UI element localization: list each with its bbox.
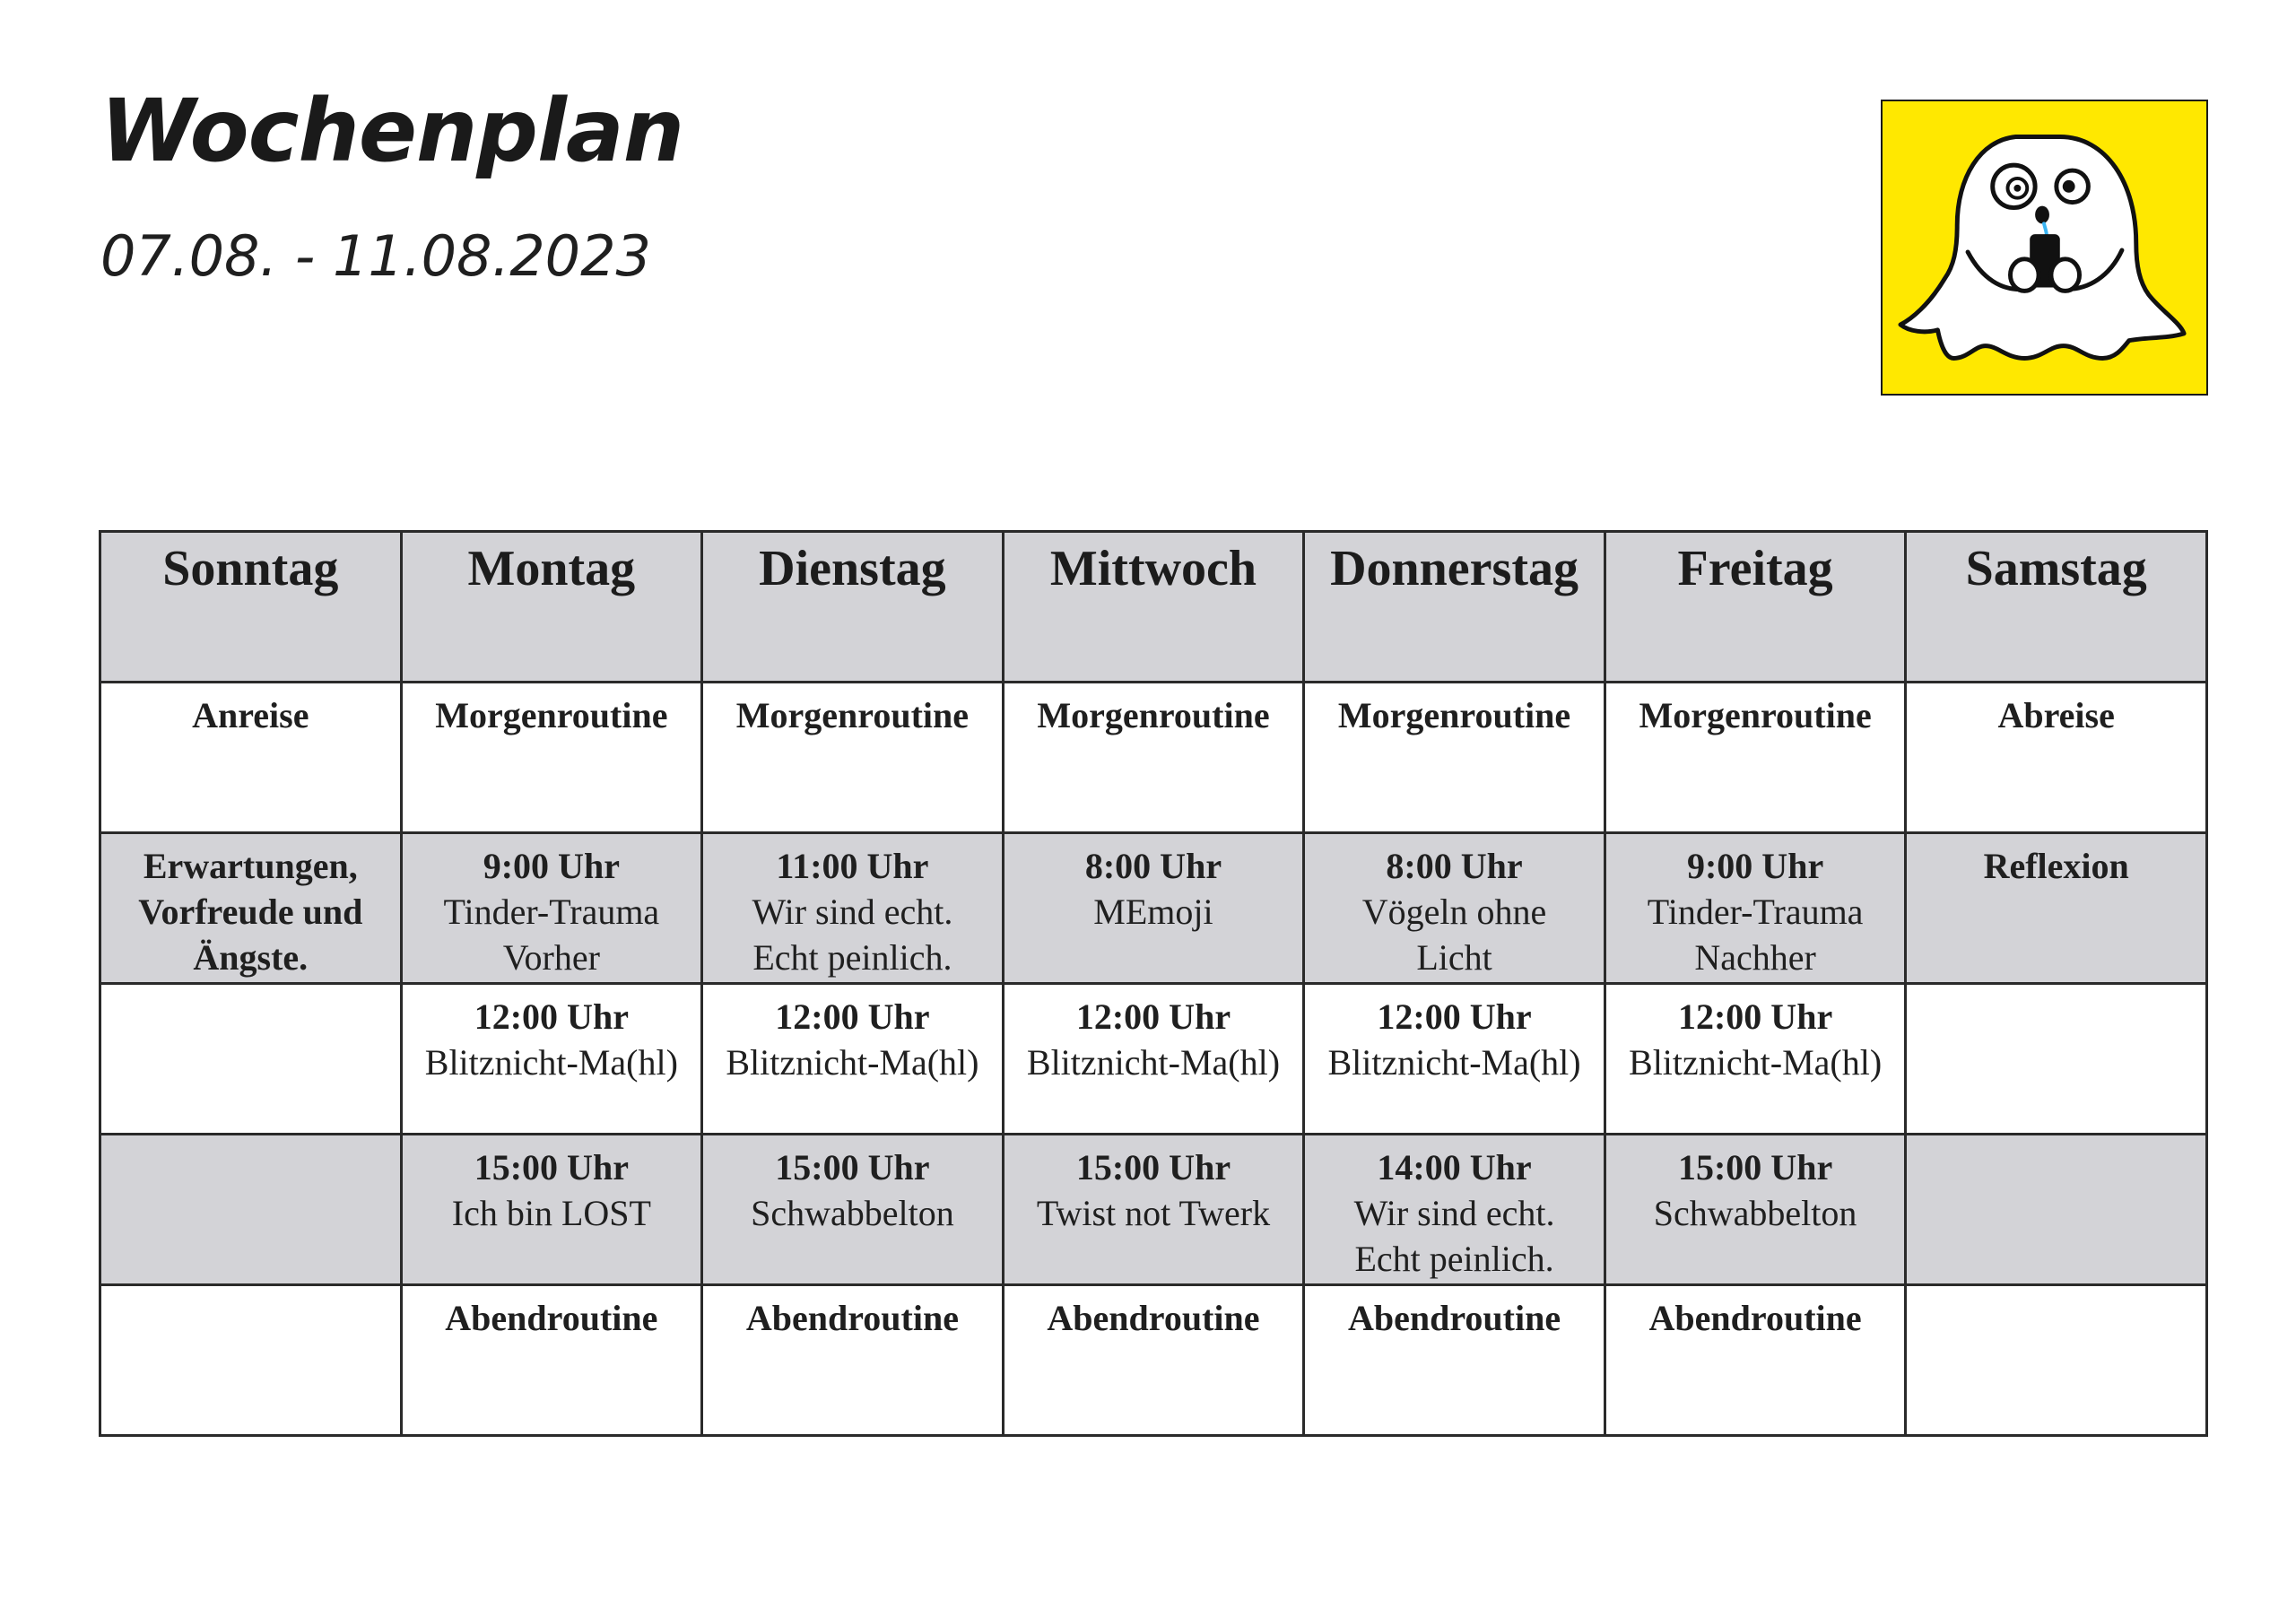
- schedule-cell: [401, 1135, 702, 1285]
- cell-activity: Blitznicht-Ma(hl): [1327, 1042, 1581, 1083]
- day-header-mittwoch: Mittwoch: [1003, 532, 1304, 683]
- ghost-with-phone-icon: [1883, 101, 2206, 394]
- cell-heading: Ängste.: [193, 937, 309, 978]
- cell-heading: 12:00 Uhr: [474, 996, 629, 1037]
- cell-activity: Wir sind echt.: [752, 892, 953, 932]
- schedule-cell: [100, 984, 402, 1135]
- schedule-cell: [1003, 984, 1304, 1135]
- schedule-cell: [1304, 1135, 1605, 1285]
- cell-heading: 12:00 Uhr: [1377, 996, 1532, 1037]
- day-header-montag: Montag: [401, 532, 702, 683]
- cell-heading: Abreise: [1997, 695, 2115, 735]
- cell-heading: 8:00 Uhr: [1084, 846, 1222, 886]
- cell-heading: Erwartungen,: [143, 846, 358, 886]
- cell-activity: Nachher: [1694, 937, 1816, 978]
- cell-activity: Schwabbelton: [751, 1193, 954, 1233]
- cell-heading: Morgenroutine: [1337, 695, 1571, 735]
- cell-heading: Vorfreude und: [138, 892, 363, 932]
- cell-activity: Echt peinlich.: [1354, 1239, 1554, 1279]
- day-header-dienstag: Dienstag: [702, 532, 1004, 683]
- cell-heading: 15:00 Uhr: [1075, 1147, 1231, 1187]
- cell-heading: 11:00 Uhr: [776, 846, 929, 886]
- schedule-cell: [702, 683, 1004, 833]
- cell-activity: Twist not Twerk: [1036, 1193, 1271, 1233]
- weekly-schedule-table: [99, 530, 2208, 1437]
- schedule-cell: [1605, 1285, 1906, 1436]
- schedule-cell: [100, 1135, 402, 1285]
- cell-activity: Wir sind echt.: [1353, 1193, 1555, 1233]
- schedule-cell: [1605, 984, 1906, 1135]
- schedule-cell: [401, 984, 702, 1135]
- schedule-cell: [702, 984, 1004, 1135]
- cell-heading: Anreise: [192, 695, 309, 735]
- day-header-freitag: Freitag: [1605, 532, 1906, 683]
- schedule-cell: [100, 683, 402, 833]
- cell-heading: 12:00 Uhr: [1075, 996, 1231, 1037]
- schedule-cell: [1605, 683, 1906, 833]
- day-header-donnerstag: Donnerstag: [1304, 532, 1605, 683]
- day-header-samstag: Samstag: [1906, 532, 2207, 683]
- schedule-cell: [401, 833, 702, 984]
- schedule-cell: [1304, 984, 1605, 1135]
- schedule-cell: [702, 1135, 1004, 1285]
- cell-heading: Morgenroutine: [735, 695, 970, 735]
- schedule-cell: [1304, 1285, 1605, 1436]
- schedule-cell: [1906, 1135, 2207, 1285]
- cell-activity: Vögeln ohne: [1361, 892, 1547, 932]
- cell-activity: Blitznicht-Ma(hl): [424, 1042, 678, 1083]
- cell-activity: Blitznicht-Ma(hl): [1026, 1042, 1281, 1083]
- cell-heading: Morgenroutine: [435, 695, 668, 735]
- schedule-cell: [1003, 1285, 1304, 1436]
- cell-activity: Tinder-Trauma: [443, 892, 660, 932]
- ghost-logo: [1881, 100, 2208, 396]
- cell-heading: 9:00 Uhr: [1686, 846, 1824, 886]
- schedule-cell: [1906, 1285, 2207, 1436]
- schedule-cell: [401, 1285, 702, 1436]
- cell-heading: 14:00 Uhr: [1377, 1147, 1532, 1187]
- schedule-cell: [1003, 1135, 1304, 1285]
- cell-heading: Abendroutine: [1648, 1298, 1862, 1338]
- schedule-cell: [100, 1285, 402, 1436]
- cell-activity: Echt peinlich.: [752, 937, 952, 978]
- cell-activity: Schwabbelton: [1653, 1193, 1857, 1233]
- cell-heading: 12:00 Uhr: [775, 996, 930, 1037]
- page-title: Wochenplan: [100, 81, 684, 181]
- cell-activity: Licht: [1416, 937, 1492, 978]
- schedule-cell: [702, 1285, 1004, 1436]
- schedule-cell: [702, 833, 1004, 984]
- cell-heading: 15:00 Uhr: [1677, 1147, 1833, 1187]
- cell-heading: Abendroutine: [1047, 1298, 1260, 1338]
- cell-activity: Ich bin LOST: [451, 1193, 651, 1233]
- cell-heading: 15:00 Uhr: [775, 1147, 930, 1187]
- cell-heading: Abendroutine: [1347, 1298, 1561, 1338]
- schedule-row: [100, 683, 2207, 833]
- schedule-body: [100, 683, 2207, 1436]
- cell-heading: Morgenroutine: [1639, 695, 1872, 735]
- cell-heading: Morgenroutine: [1037, 695, 1270, 735]
- cell-activity: Blitznicht-Ma(hl): [1629, 1042, 1883, 1083]
- schedule-cell: [1304, 683, 1605, 833]
- schedule-cell: [1605, 833, 1906, 984]
- schedule-cell: [1003, 833, 1304, 984]
- schedule-row: [100, 984, 2207, 1135]
- schedule-row: [100, 833, 2207, 984]
- day-header-row: [100, 532, 2207, 683]
- schedule-cell: [401, 683, 702, 833]
- schedule-cell: [1906, 683, 2207, 833]
- cell-heading: 9:00 Uhr: [483, 846, 620, 886]
- schedule-cell: [1906, 833, 2207, 984]
- schedule-cell: [1605, 1135, 1906, 1285]
- cell-heading: Reflexion: [1983, 846, 2129, 886]
- schedule-cell: [1003, 683, 1304, 833]
- cell-activity: Vorher: [502, 937, 600, 978]
- day-header-sonntag: Sonntag: [100, 532, 402, 683]
- cell-activity: Blitznicht-Ma(hl): [726, 1042, 979, 1083]
- cell-heading: 12:00 Uhr: [1677, 996, 1833, 1037]
- date-range: 07.08. - 11.08.2023: [100, 223, 651, 289]
- schedule-row: [100, 1285, 2207, 1436]
- cell-activity: MEmoji: [1093, 892, 1213, 932]
- schedule-row: [100, 1135, 2207, 1285]
- schedule-cell: [1906, 984, 2207, 1135]
- schedule-cell: [1304, 833, 1605, 984]
- cell-heading: 8:00 Uhr: [1386, 846, 1523, 886]
- cell-heading: Abendroutine: [445, 1298, 658, 1338]
- cell-heading: Abendroutine: [745, 1298, 959, 1338]
- schedule-cell: [100, 833, 402, 984]
- cell-activity: Tinder-Trauma: [1647, 892, 1864, 932]
- cell-heading: 15:00 Uhr: [474, 1147, 629, 1187]
